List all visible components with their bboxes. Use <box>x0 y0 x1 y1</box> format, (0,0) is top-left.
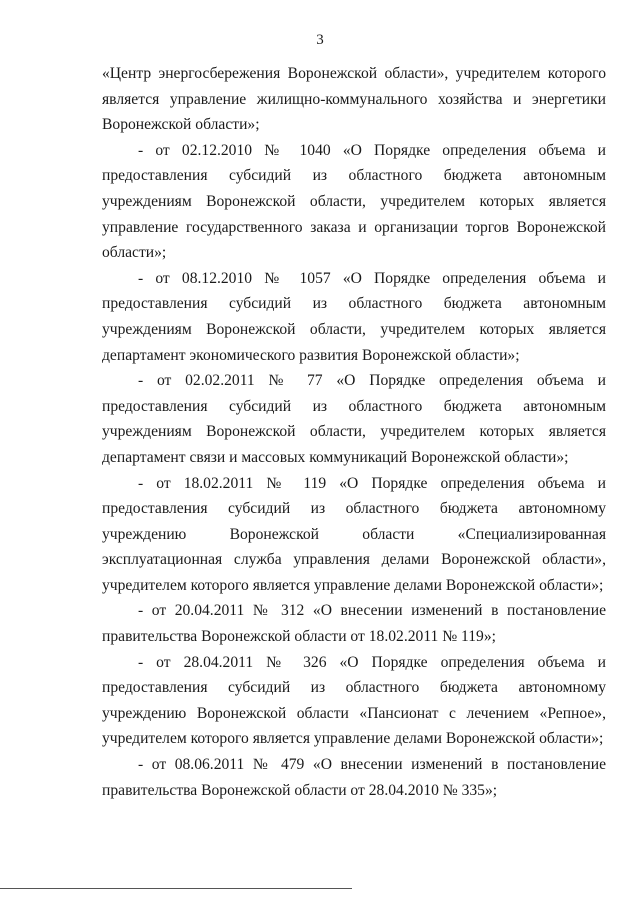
list-item-77: - от 02.02.2011 № 77 «О Порядке определения объема и предоставления субсидий из областного бюджета автономным учреждениям Воронежской области, учредителем которых является департамент связи и массовых коммуникаций Воронежской области»; <box>102 372 606 466</box>
list-item-312: - от 20.04.2011 № 312 «О внесении изменений в постановление правительства Воронежской области от 18.02.2011 № 119»; <box>102 602 606 646</box>
list-item-1057: - от 08.12.2010 № 1057 «О Порядке определения объема и предоставления субсидий из областного бюджета автономным учреждениям Воронежской области, учредителем которых является департамент экономического развития Воронежской области»; <box>102 269 606 364</box>
footer-divider <box>0 888 352 889</box>
list-item-119: - от 18.02.2011 № 119 «О Порядке определения объема и предоставления субсидий из областного бюджета автономному учреждению Воронежской области «Специализированная эксплуатационная служба управления делами Воронежской области», учредителем которого является управление делами Воронежской области»; <box>102 474 606 594</box>
list-item-326: - от 28.04.2011 № 326 «О Порядке определения объема и предоставления субсидий из областного бюджета автономному учреждению Воронежской области «Пансионат с лечением «Репное», учредителем которого является управление делами Воронежской области»; <box>102 653 606 748</box>
list-item-1040: - от 02.12.2010 № 1040 «О Порядке определения объема и предоставления субсидий из областного бюджета автономным учреждениям Воронежской области, учредителем которых является управление государственного заказа и организации торгов Воронежской области»; <box>102 141 606 262</box>
paragraph-continuation: «Центр энергосбережения Воронежской области», учредителем которого является управление жилищно-коммунального хозяйства и энергетики Воронежской области»; <box>102 65 606 134</box>
page-number: 3 <box>316 32 324 48</box>
document-body <box>102 61 606 803</box>
list-item-479: - от 08.06.2011 № 479 «О внесении изменений в постановление правительства Воронежской области от 28.04.2010 № 335»; <box>102 756 606 799</box>
